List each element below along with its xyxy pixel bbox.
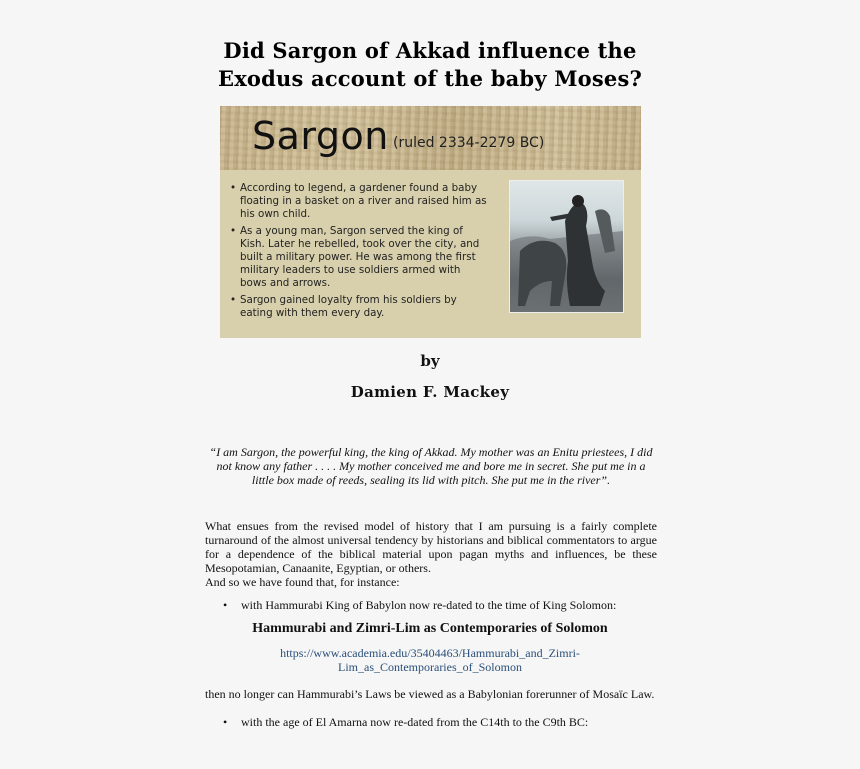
link-line-2[interactable]: Lim_as_Contemporaries_of_Solomon [338, 660, 522, 674]
slide-subheading: (ruled 2334-2279 BC) [393, 135, 545, 151]
paragraph-text: then no longer can Hammurabi’s Laws be viewed as a Babylonian forerunner of Mosaïc Law. [205, 687, 655, 701]
title-line-1: Did Sargon of Akkad influence the [223, 38, 637, 63]
wood-texture-header [220, 106, 641, 170]
intro-paragraph [205, 519, 657, 589]
article-subheading: Hammurabi and Zimri-Lim as Contemporaries of Solomon [252, 621, 608, 636]
link-line-1[interactable]: https://www.academia.edu/35404463/Hammurabi_and_Zimri- [280, 646, 580, 660]
horseman-illustration-icon [510, 181, 623, 312]
sargon-slide-image [220, 106, 641, 338]
byline-by: by [420, 352, 440, 370]
list-item [223, 598, 616, 612]
bullet-icon: • [223, 715, 228, 729]
bullet-icon: • [223, 598, 228, 612]
academia-link[interactable] [250, 646, 610, 674]
paragraph-text: What ensues from the revised model of history that I am pursuing is a fairly complete turnaround of the almost universal tendency by historians and biblical commentators to argue for a dependence of the biblical material upon pagan myths and influences, be these Mesopotamian, Canaanite, Egyptian, or others. [205, 519, 657, 575]
slide-bullet-list [230, 182, 488, 324]
list-item-text: with the age of El Amarna now re-dated from the C14th to the C9th BC: [241, 715, 589, 729]
document-title [200, 37, 660, 93]
slide-bullet: • As a young man, Sargon served the king of Kish. Later he rebelled, took over the city, and built a military power. He was among the first military leaders to use soldiers armed with bows and arrows. [230, 225, 488, 290]
title-line-2: Exodus account of the baby Moses? [218, 66, 642, 91]
sargon-engraving-image [509, 180, 624, 313]
author-name: Damien F. Mackey [350, 383, 510, 401]
slide-bullet: • According to legend, a gardener found a baby floating in a basket on a river and raised him as his own child. [230, 182, 488, 221]
sargon-quote: “I am Sargon, the powerful king, the king of Akkad. My mother was an Enitu priestees, I did not know any father . . . . My mother conceived me and bore me in secret. She put me in a little box made of reeds, sealing its lid with pitch. She put me in the river”. [209, 445, 653, 487]
slide-bullet: • Sargon gained loyalty from his soldiers by eating with them every day. [230, 294, 488, 320]
list-item-text: with Hammurabi King of Babylon now re-dated to the time of King Solomon: [241, 598, 617, 612]
paragraph-text: And so we have found that, for instance: [205, 575, 400, 589]
list-item [223, 715, 588, 729]
slide-heading: Sargon [252, 114, 389, 158]
